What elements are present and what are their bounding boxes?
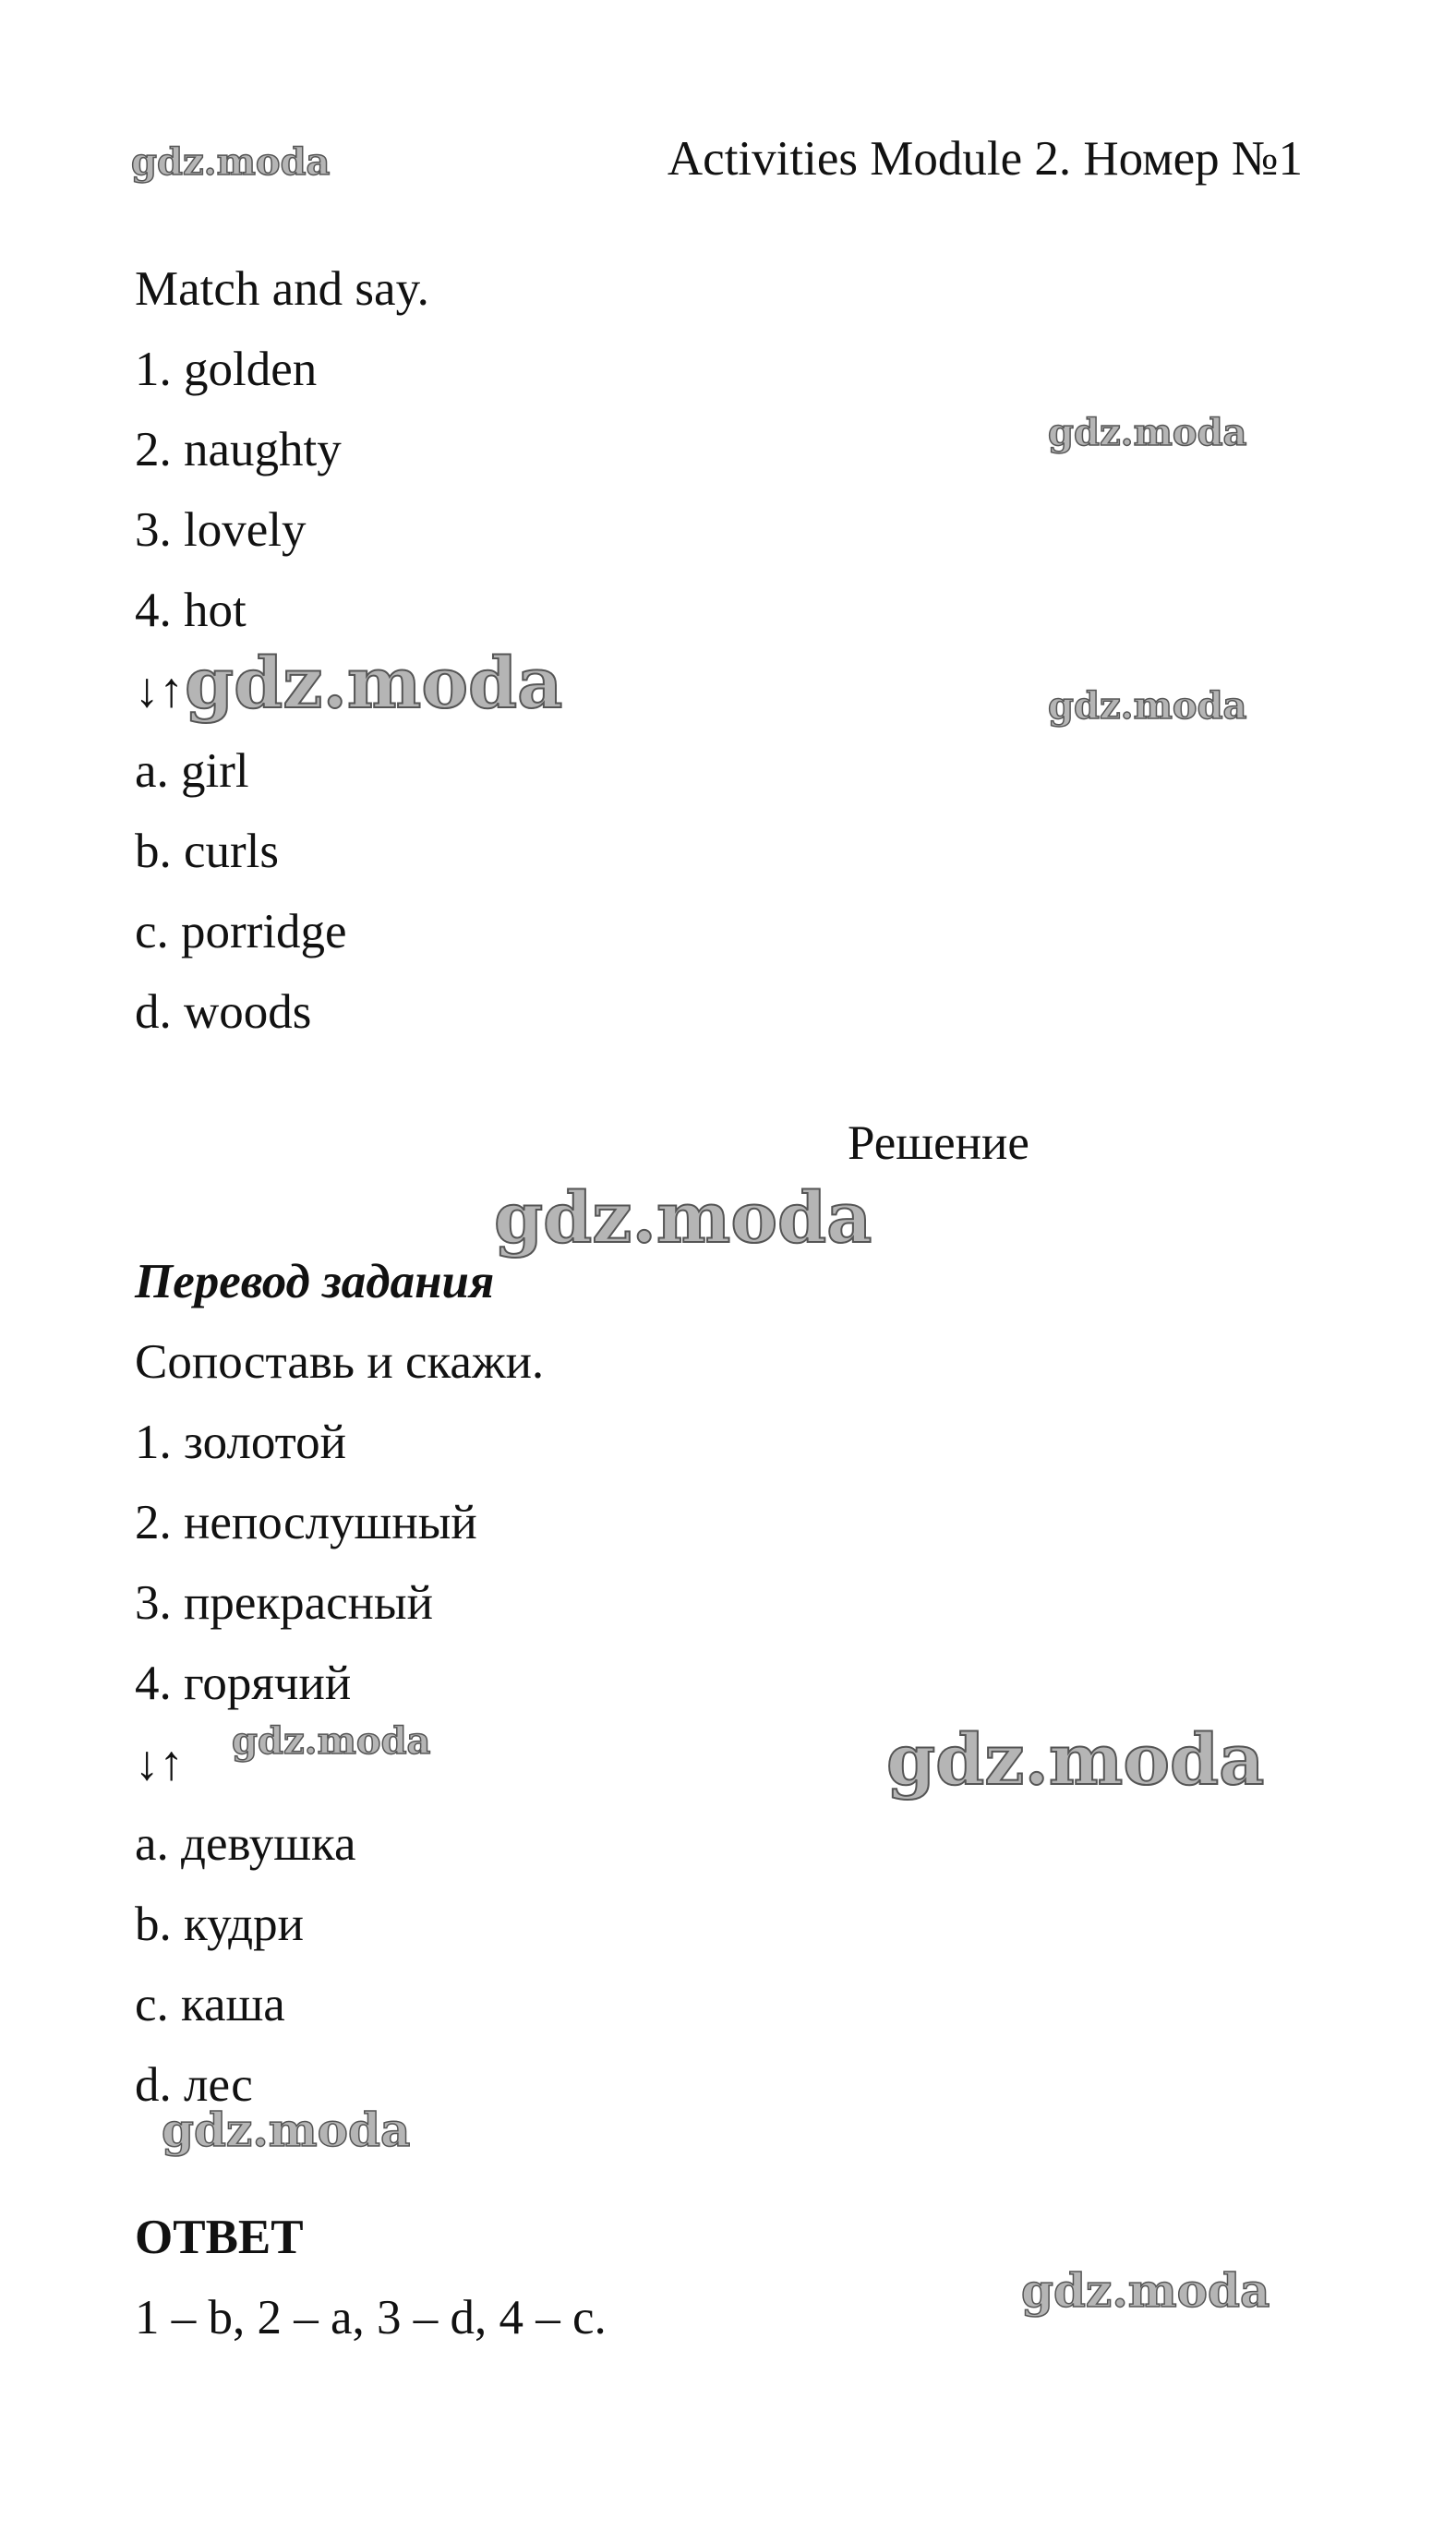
- watermark-logo: gdz.moda: [886, 1718, 1265, 1801]
- translation-item-d: d. лес: [135, 2058, 253, 2112]
- translation-item-1: 1. золотой: [135, 1416, 347, 1469]
- watermark-logo: gdz.moda: [185, 642, 563, 724]
- translation-heading: Перевод задания: [135, 1255, 495, 1308]
- task-item-3: 3. lovely: [135, 503, 307, 557]
- watermark-logo: gdz.moda: [1048, 684, 1247, 728]
- watermark-logo: gdz.moda: [162, 2103, 411, 2157]
- translation-arrows: ↓↑: [135, 1737, 184, 1790]
- translation-item-a: a. девушка: [135, 1817, 356, 1871]
- translation-item-b: b. кудри: [135, 1898, 304, 1951]
- task-item-b: b. curls: [135, 825, 280, 878]
- task-item-d: d. woods: [135, 985, 312, 1039]
- task-arrows: ↓↑: [135, 664, 184, 717]
- watermark-logo: gdz.moda: [131, 140, 331, 184]
- page-title: Activities Module 2. Номер №1: [667, 132, 1303, 186]
- watermark-logo: gdz.moda: [1021, 2263, 1270, 2318]
- solution-heading: Решение: [848, 1116, 1029, 1170]
- task-item-c: c. porridge: [135, 905, 347, 958]
- translation-item-3: 3. прекрасный: [135, 1576, 434, 1630]
- translation-item-c: c. каша: [135, 1978, 285, 2031]
- translation-instruction: Сопоставь и скажи.: [135, 1335, 545, 1389]
- watermark-logo: gdz.moda: [494, 1176, 872, 1259]
- task-instruction: Match and say.: [135, 262, 429, 316]
- task-item-4: 4. hot: [135, 584, 247, 637]
- answer-heading: ОТВЕТ: [135, 2211, 304, 2264]
- translation-item-4: 4. горячий: [135, 1657, 352, 1710]
- answer-text: 1 – b, 2 – a, 3 – d, 4 – c.: [135, 2291, 607, 2344]
- task-item-1: 1. golden: [135, 343, 318, 396]
- watermark-logo: gdz.moda: [232, 1719, 431, 1763]
- watermark-logo: gdz.moda: [1048, 411, 1247, 454]
- translation-item-2: 2. непослушный: [135, 1496, 477, 1549]
- task-item-2: 2. naughty: [135, 423, 342, 476]
- task-item-a: a. girl: [135, 744, 249, 798]
